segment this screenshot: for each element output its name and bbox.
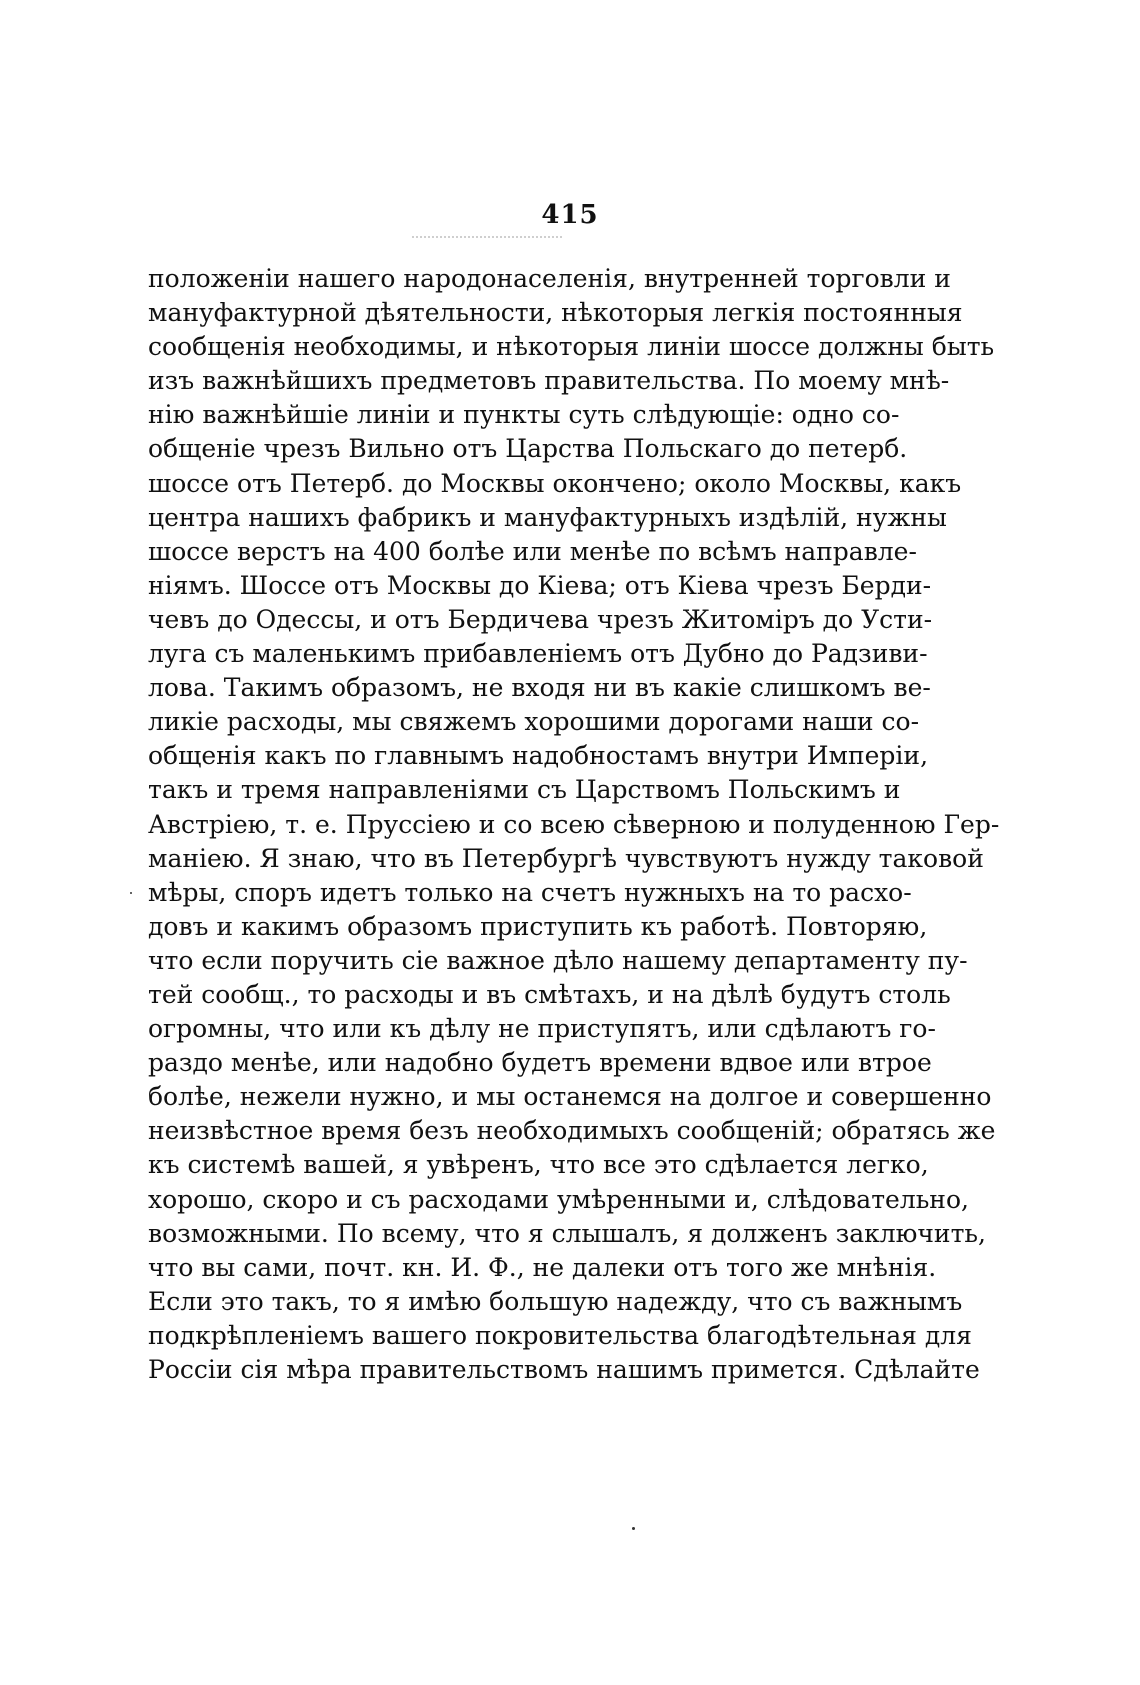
text-line: луга съ маленькимъ прибавленiемъ отъ Дубно до Радзиви- <box>148 639 928 669</box>
text-line: Если это такъ, то я имѣю большую надежду, что съ важнымъ <box>148 1286 963 1316</box>
text-line: центра нашихъ фабрикъ и мануфактурныхъ издѣлiй, нужны <box>148 502 947 532</box>
text-line: мануфактурной дѣятельности, нѣкоторыя легкiя постоянныя <box>148 298 963 328</box>
text-line: лова. Такимъ образомъ, не входя ни въ какiе слишкомъ ве- <box>148 673 931 703</box>
text-line: такъ и тремя направленiями съ Царствомъ Польскимъ и <box>148 775 901 805</box>
text-line: нiю важнѣйшiе линiи и пункты суть слѣдующiе: одно со- <box>148 400 900 430</box>
text-line: нiямъ. Шоссе отъ Москвы до Кiева; отъ Кiева чрезъ Берди- <box>148 570 932 600</box>
text-line: сообщенiя необходимы, и нѣкоторыя линiи шоссе должны быть <box>148 332 995 362</box>
text-line: общенiя какъ по главнымъ надобностамъ внутри Имперiи, <box>148 741 929 771</box>
text-line: Австрiею, т. е. Пруссiею и со всею сѣверною и полуденною Гер- <box>148 809 1000 839</box>
text-line: что если поручить сiе важное дѣло нашему департаменту пу- <box>148 945 968 975</box>
text-line: Россiи сiя мѣра правительствомъ нашимъ примется. Сдѣлайте <box>148 1355 980 1384</box>
text-line: возможными. По всему, что я слышалъ, я долженъ заключить, <box>148 1218 986 1248</box>
page-speck <box>632 1527 635 1530</box>
margin-speck <box>130 892 132 894</box>
text-line: манiею. Я знаю, что въ Петербургѣ чувствуютъ нужду таковой <box>148 843 984 873</box>
text-line: общенiе чрезъ Вильно отъ Царства Польскаго до петерб. <box>148 434 908 464</box>
text-line: подкрѣпленiемъ вашего покровительства благодѣтельная для <box>148 1320 972 1350</box>
text-line: довъ и какимъ образомъ приступить къ работѣ. Повторяю, <box>148 911 928 941</box>
body-text <box>148 262 1000 1387</box>
text-line: изъ важнѣйшихъ предметовъ правительства. По моему мнѣ- <box>148 366 950 396</box>
text-line: неизвѣстное время безъ необходимыхъ сообщенiй; обратясь же <box>148 1116 996 1146</box>
text-line: огромны, что или къ дѣлу не приступятъ, или сдѣлаютъ го- <box>148 1014 936 1044</box>
page-number: 415 <box>541 200 599 230</box>
text-line: шоссе верстъ на 400 болѣе или менѣе по всѣмъ направле- <box>148 536 917 566</box>
text-line: хорошо, скоро и съ расходами умѣренными и, слѣдовательно, <box>148 1184 969 1214</box>
text-line: мѣры, споръ идетъ только на счетъ нужныхъ на то расхо- <box>148 877 912 907</box>
text-line: болѣе, нежели нужно, и мы останемся на долгое и совершенно <box>148 1082 992 1112</box>
text-line: раздо менѣе, или надобно будетъ времени вдвое или втрое <box>148 1048 932 1078</box>
text-line: шоссе отъ Петерб. до Москвы окончено; около Москвы, какъ <box>148 468 962 498</box>
text-line: къ системѣ вашей, я увѣренъ, что все это сдѣлается легко, <box>148 1150 929 1180</box>
page-number-rule <box>412 236 562 238</box>
text-line: положенiи нашего народонаселенiя, внутренней торговли и <box>148 264 951 293</box>
text-line: ликiе расходы, мы свяжемъ хорошими дорогами наши со- <box>148 707 920 737</box>
text-line: чевъ до Одессы, и отъ Бердичева чрезъ Житомiръ до Усти- <box>148 604 933 634</box>
text-line: тей сообщ., то расходы и въ смѣтахъ, и на дѣлѣ будутъ столь <box>148 979 951 1009</box>
text-line: что вы сами, почт. кн. И. Ф., не далеки отъ того же мнѣнiя. <box>148 1252 937 1282</box>
